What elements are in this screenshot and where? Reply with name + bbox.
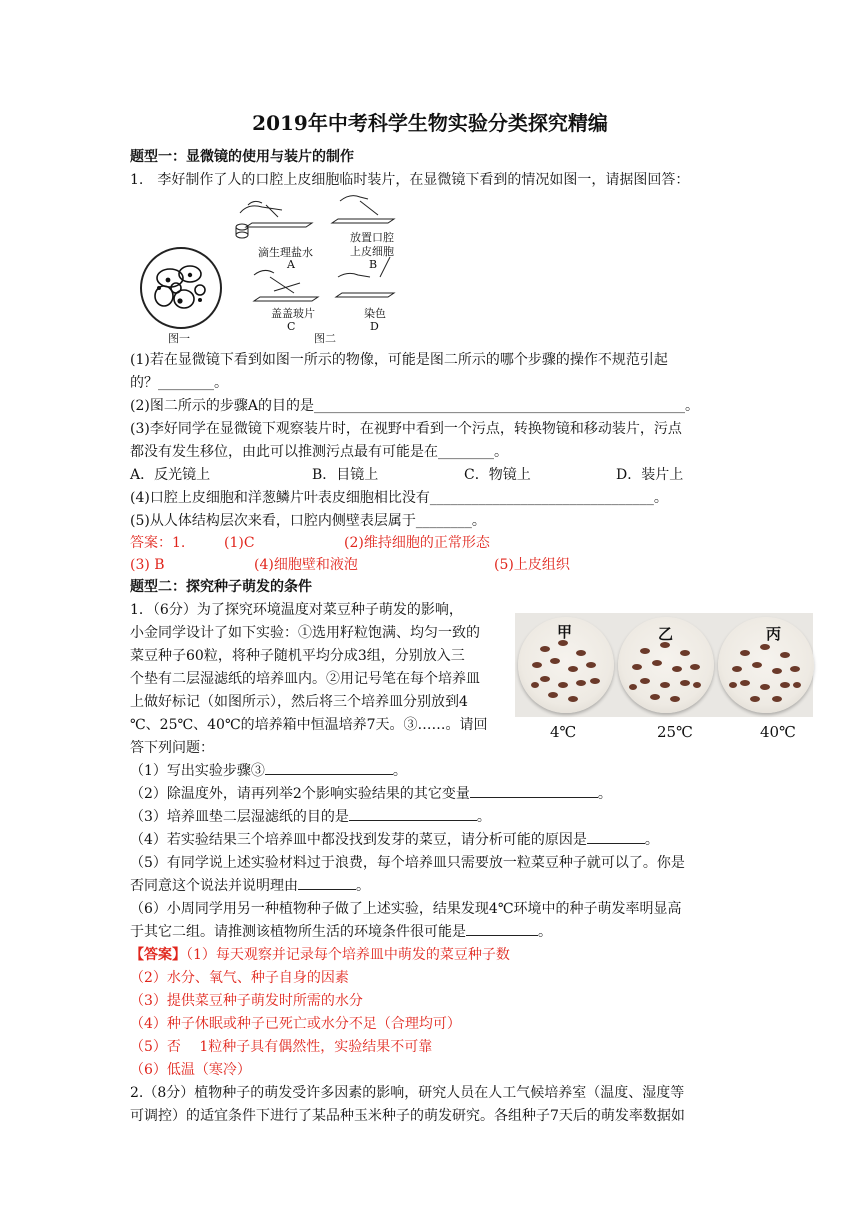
answer-1: (1)C — [224, 535, 255, 551]
question-1-part-5: (5)从人体结构层次来看，口腔内侧壁表层属于________。 — [130, 513, 486, 529]
sub-question-6b — [130, 921, 552, 943]
temp-label-1: 4℃ — [550, 723, 577, 741]
sub-question-6b-text: 于其它二组。请推测该植物所生活的环境条件很可能是 — [130, 924, 466, 940]
temp-label-2: 25℃ — [657, 723, 693, 741]
sub-question-1-period: 。 — [392, 763, 407, 779]
intro-line-4: 个垫有二层湿滤纸的培养皿内。②用记号笔在每个培养皿 — [130, 671, 480, 687]
question-1-part-1b: 的？________。 — [130, 375, 228, 391]
sub-question-3-text: （3）培养皿垫二层湿滤纸的目的是 — [130, 809, 349, 825]
step-d-label: 染色 — [364, 307, 386, 320]
question-1-part-3a: (3)李好同学在显微镜下观察装片时，在视野中看到一个污点，转换物镜和移动装片，污点 — [130, 421, 682, 437]
intro-line-1: 1．（6分）为了探究环境温度对菜豆种子萌发的影响， — [130, 602, 463, 618]
figure-1-caption: 图一 — [168, 332, 190, 345]
question-1-part-2: (2)图二所示的步骤A的目的是_____________________________________________________。 — [130, 398, 699, 414]
answer-key-4: （4）种子休眠或种子已死亡或水分不足（合理均可） — [130, 1016, 461, 1032]
option-d: D．装片上 — [616, 467, 684, 483]
sub-question-2-period: 。 — [597, 786, 612, 802]
sub-question-5b — [130, 875, 370, 897]
sub-question-4-period: 。 — [644, 832, 659, 848]
sub-question-2-text: （2）除温度外，请再列举2个影响实验结果的其它变量 — [130, 786, 470, 802]
sub-question-5a: （5）有同学说上述实验材料过于浪费，每个培养皿只需要放一粒菜豆种子就可以了。你是 — [130, 855, 685, 871]
petri-dish-photo — [515, 613, 813, 717]
sub-question-6b-period: 。 — [538, 924, 552, 940]
answer-key-6: （6）低温（寒冷） — [130, 1062, 251, 1078]
answer-key-3: （3）提供菜豆种子萌发时所需的水分 — [130, 993, 363, 1009]
answer-tag: 【答案】 — [130, 947, 186, 963]
step-b-label-2: 上皮细胞 — [350, 245, 394, 258]
sub-question-3 — [130, 806, 491, 828]
sub-question-5b-period: 。 — [356, 878, 370, 894]
option-b: B．目镜上 — [312, 467, 379, 483]
sub-question-1-text: （1）写出实验步骤③ — [130, 763, 265, 779]
intro-line-3: 菜豆种子60粒，将种子随机平均分成3组，分别放入三 — [130, 648, 465, 664]
answer-key-1: （1）每天观察并记录每个培养皿中萌发的菜豆种子数 — [186, 947, 510, 963]
option-c: C．物镜上 — [464, 467, 531, 483]
step-a-label: 滴生理盐水 — [258, 246, 313, 259]
sub-question-1 — [130, 760, 407, 782]
step-c-label: 盖盖玻片 — [271, 307, 315, 320]
intro-line-2: 小金同学设计了如下实验：①选用籽粒饱满、均匀一致的 — [130, 625, 480, 641]
answer-key-line-1 — [130, 944, 510, 966]
intro-line-7: 答下列问题： — [130, 740, 214, 756]
question-1-part-3b: 都没有发生移位，由此可以推测污点最有可能是在________。 — [130, 444, 508, 460]
answer-4: (4)细胞壁和液泡 — [254, 557, 358, 573]
option-a: A．反光镜上 — [130, 467, 211, 483]
step-b-label-1: 放置口腔 — [350, 231, 394, 244]
temp-label-3: 40℃ — [760, 723, 796, 741]
intro-line-6: ℃、25℃、40℃的培养箱中恒温培养7天。③……。请回 — [130, 717, 488, 733]
step-d-letter: D — [370, 320, 379, 333]
step-b-letter: B — [369, 258, 378, 271]
step-a-letter: A — [287, 258, 295, 271]
dish-1-label: 甲 — [557, 623, 573, 641]
answer-label: 答案：1. — [130, 535, 186, 551]
question-1-part-4: (4)口腔上皮细胞和洋葱鳞片叶表皮细胞相比没有________________________________。 — [130, 490, 668, 506]
step-c-letter: C — [287, 320, 296, 333]
section-heading-2: 题型二：探究种子萌发的条件 — [130, 579, 312, 595]
answer-blank-6 — [466, 921, 538, 936]
answer-key-5: （5）否 1粒种子具有偶然性，实验结果不可靠 — [130, 1039, 433, 1055]
sub-question-3-period: 。 — [476, 809, 491, 825]
page-title: 2019年中考科学生物实验分类探究精编 — [252, 111, 608, 135]
answer-blank-4 — [587, 829, 645, 844]
figure-2-caption: 图二 — [314, 332, 336, 345]
dish-3-label: 丙 — [766, 625, 782, 643]
answer-key-2: （2）水分、氧气、种子自身的因素 — [130, 970, 349, 986]
answer-2: (2)维持细胞的正常形态 — [344, 535, 490, 551]
question-2-line-2: 可调控）的适宜条件下进行了某品种玉米种子的萌发研究。各组种子7天后的萌发率数据如 — [130, 1108, 685, 1124]
answer-blank-1 — [265, 760, 393, 775]
answer-blank-3 — [349, 806, 477, 821]
sub-question-4 — [130, 829, 659, 851]
answer-5: (5)上皮组织 — [494, 557, 570, 573]
answer-blank-2 — [470, 783, 598, 798]
sub-question-6a: （6）小周同学用另一种植物种子做了上述实验，结果发现4℃环境中的种子萌发率明显高 — [130, 901, 682, 917]
question-1-part-1a: (1)若在显微镜下看到如图一所示的物像，可能是图二所示的哪个步骤的操作不规范引起 — [130, 352, 668, 368]
intro-line-5: 上做好标记（如图所示），然后将三个培养皿分别放到4 — [130, 694, 468, 710]
section-heading-1: 题型一：显微镜的使用与装片的制作 — [130, 149, 354, 165]
sub-question-5b-text: 否同意这个说法并说明理由 — [130, 878, 298, 894]
dish-2-label: 乙 — [658, 625, 674, 643]
answer-blank-5 — [298, 875, 356, 890]
question-2-line-1: 2.（8分）植物种子的萌发受许多因素的影响，研究人员在人工气候培养室（温度、湿度等 — [130, 1085, 685, 1101]
microscope-view-figure — [132, 244, 230, 334]
question-1-stem: 1. 李好制作了人的口腔上皮细胞临时装片，在显微镜下看到的情况如图一，请据图回答： — [130, 172, 690, 188]
answer-3: (3) B — [130, 557, 165, 573]
sub-question-4-text: （4）若实验结果三个培养皿中都没找到发芽的菜豆，请分析可能的原因是 — [130, 832, 587, 848]
sub-question-2 — [130, 783, 612, 805]
